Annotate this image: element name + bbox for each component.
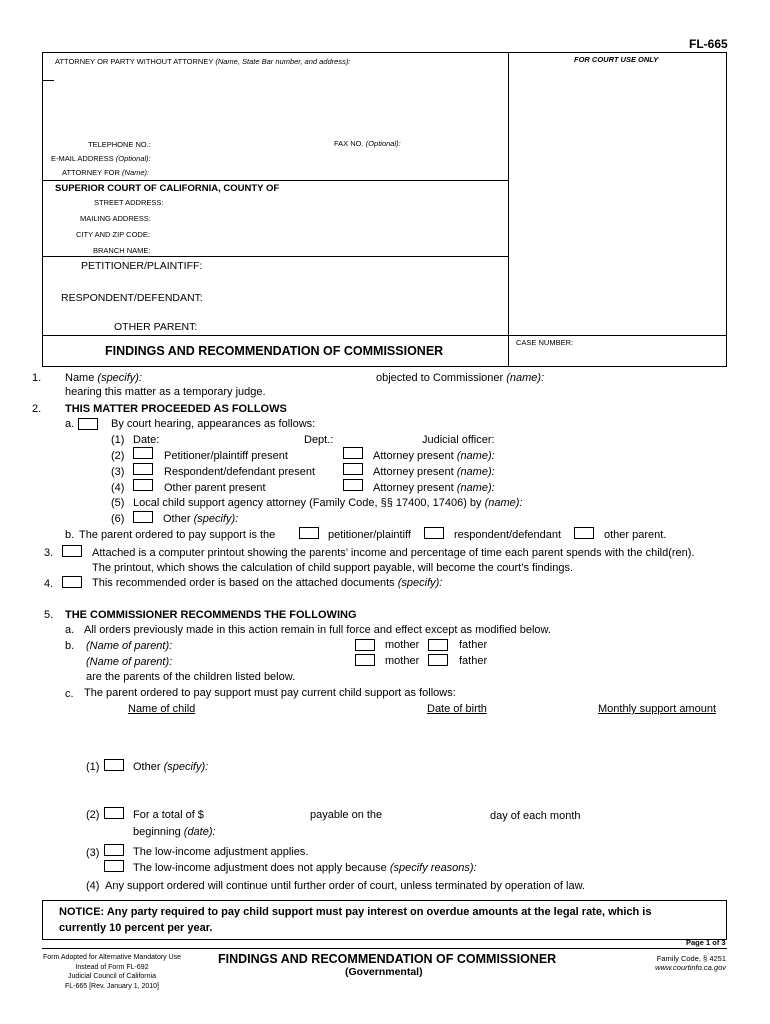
s5a-text: All orders previously made in this action remain in full force and effect except as modified below. xyxy=(84,624,551,636)
family-code-ref: Family Code, § 4251 xyxy=(656,954,726,963)
day-of-month-label: day of each month xyxy=(490,810,581,822)
footer-title: FINDINGS AND RECOMMENDATION OF COMMISSIONER xyxy=(218,952,557,966)
s2-title: THIS MATTER PROCEEDED AS FOLLOWS xyxy=(65,403,287,415)
parent1-mother-checkbox[interactable] xyxy=(355,639,375,651)
form-title: FINDINGS AND RECOMMENDATION OF COMMISSIONER xyxy=(105,344,444,358)
s2a5-number: (5) xyxy=(111,497,125,509)
parent2-father-checkbox[interactable] xyxy=(428,654,448,666)
s2a4-number: (4) xyxy=(111,482,125,494)
payor-petitioner-label: petitioner/plaintiff xyxy=(328,529,411,541)
s2a1-number: (1) xyxy=(111,434,125,446)
respondent-present-checkbox[interactable] xyxy=(133,463,153,475)
case-number-label: CASE NUMBER: xyxy=(516,338,574,347)
s5c2-number: (2) xyxy=(86,809,100,821)
adoption-note: Form Adopted for Alternative Mandatory Use Instead of Form FL-692 Judicial Council of California FL-665 [Rev. January 1, 2010] xyxy=(42,954,182,990)
respondent-attorney-checkbox[interactable] xyxy=(343,463,363,475)
parent1-name-label: (Name of parent): xyxy=(86,640,173,652)
low-income-applies-label: The low-income adjustment applies. xyxy=(133,846,309,858)
petitioner-attorney-label: Attorney present (name): xyxy=(373,450,495,462)
parent1-father-checkbox[interactable] xyxy=(428,639,448,651)
s2a6-other-checkbox[interactable] xyxy=(133,511,153,523)
low-income-not-applies-label: The low-income adjustment does not apply because (specify reasons): xyxy=(133,862,477,874)
s4-number: 4. xyxy=(44,578,54,590)
s4-text: This recommended order is based on the attached documents (specify): xyxy=(92,577,443,589)
payor-petitioner-checkbox[interactable] xyxy=(299,527,319,539)
payable-label: payable on the xyxy=(310,809,383,821)
s5c4-text: Any support ordered will continue until further order of court, unless terminated by operation of law. xyxy=(105,880,585,892)
other-parent-attorney-checkbox[interactable] xyxy=(343,479,363,491)
col-date-of-birth: Date of birth xyxy=(427,703,487,715)
branch-name-label: BRANCH NAME: xyxy=(93,246,151,255)
s5c-text: The parent ordered to pay support must pay current child support as follows: xyxy=(84,687,456,699)
dept-label: Dept.: xyxy=(304,434,334,446)
parent2-father-label: father xyxy=(459,655,488,667)
local-agency-label: Local child support agency attorney (Family Code, §§ 17400, 17406) by (name): xyxy=(133,497,523,509)
header-bottom-border xyxy=(42,366,727,367)
s5c1-number: (1) xyxy=(86,761,100,773)
s5b-tail: are the parents of the children listed below. xyxy=(86,671,296,683)
s5c2-total-checkbox[interactable] xyxy=(104,807,124,819)
judicial-officer-label: Judicial officer: xyxy=(422,434,495,446)
payor-other-parent-label: other parent. xyxy=(604,529,667,541)
court-label: SUPERIOR COURT OF CALIFORNIA, COUNTY OF xyxy=(55,183,280,194)
header-left-border xyxy=(42,52,43,367)
s3-line2: The printout, which shows the calculation of child support payable, will become the court’s findings. xyxy=(92,562,574,574)
header-right-border xyxy=(726,52,727,367)
footer-subtitle: (Governmental) xyxy=(345,966,423,978)
s2a6-other-label: Other (specify): xyxy=(163,513,239,525)
city-zip-label: CITY AND ZIP CODE: xyxy=(76,230,150,239)
s2a6-number: (6) xyxy=(111,513,125,525)
payor-respondent-label: respondent/defendant xyxy=(454,529,562,541)
total-label: For a total of $ xyxy=(133,809,204,821)
s5c3-number: (3) xyxy=(86,847,100,859)
s5c1-other-label: Other (specify): xyxy=(133,761,209,773)
low-income-applies-checkbox[interactable] xyxy=(104,844,124,856)
s1-objected-label: objected to Commissioner (name): xyxy=(376,372,545,384)
petitioner-label: PETITIONER/PLAINTIFF: xyxy=(81,260,203,272)
parent2-mother-label: mother xyxy=(385,655,420,667)
notice-line2: currently 10 percent per year. xyxy=(59,922,213,934)
s1-hearing-text: hearing this matter as a temporary judge. xyxy=(65,386,266,398)
payor-other-parent-checkbox[interactable] xyxy=(574,527,594,539)
s1-name-label: Name (specify): xyxy=(65,372,143,384)
s5-c-letter: c. xyxy=(65,688,74,700)
s4-checkbox[interactable] xyxy=(62,576,82,588)
respondent-label: RESPONDENT/DEFENDANT: xyxy=(61,292,203,304)
s2a-checkbox[interactable] xyxy=(78,418,98,430)
col-name-of-child: Name of child xyxy=(128,703,196,715)
page-number: Page 1 of 3 xyxy=(686,938,726,947)
s5-number: 5. xyxy=(44,609,54,621)
street-address-label: STREET ADDRESS: xyxy=(94,198,164,207)
email-label: E-MAIL ADDRESS (Optional): xyxy=(51,154,151,163)
s5-b-letter: b. xyxy=(65,640,75,652)
s5c1-other-checkbox[interactable] xyxy=(104,759,124,771)
date-label: Date: xyxy=(133,434,160,446)
petitioner-attorney-checkbox[interactable] xyxy=(343,447,363,459)
form-number: FL-665 xyxy=(689,37,728,51)
s2a-text: By court hearing, appearances as follows: xyxy=(111,418,316,430)
s2a3-number: (3) xyxy=(111,466,125,478)
fax-label: FAX NO. (Optional): xyxy=(334,139,401,148)
s3-number: 3. xyxy=(44,547,54,559)
payor-respondent-checkbox[interactable] xyxy=(424,527,444,539)
parent1-mother-label: mother xyxy=(385,639,420,651)
other-parent-attorney-label: Attorney present (name): xyxy=(373,482,495,494)
s2-number: 2. xyxy=(32,403,42,415)
title-section-divider xyxy=(42,335,727,336)
parent2-mother-checkbox[interactable] xyxy=(355,654,375,666)
col-monthly-amount: Monthly support amount xyxy=(598,703,717,715)
s5-title: THE COMMISSIONER RECOMMENDS THE FOLLOWING xyxy=(65,609,357,621)
court-section-divider xyxy=(42,180,508,181)
parent1-father-label: father xyxy=(459,639,488,651)
notice-line1: NOTICE: Any party required to pay child support must pay interest on overdue amounts at the legal rate, which is xyxy=(59,906,652,918)
low-income-not-applies-checkbox[interactable] xyxy=(104,860,124,872)
s1-number: 1. xyxy=(32,372,42,384)
court-website: www.courtinfo.ca.gov xyxy=(655,963,726,972)
other-parent-label: OTHER PARENT: xyxy=(114,321,198,333)
respondent-attorney-label: Attorney present (name): xyxy=(373,466,495,478)
attorney-label: ATTORNEY OR PARTY WITHOUT ATTORNEY (Name, State Bar number, and address): xyxy=(55,57,351,66)
header-top-border xyxy=(42,52,727,53)
telephone-label: TELEPHONE NO.: xyxy=(88,140,151,149)
s2-b-letter: b. xyxy=(65,529,75,541)
address-line-mark xyxy=(42,80,54,81)
petitioner-present-checkbox[interactable] xyxy=(133,447,153,459)
telephone-input[interactable] xyxy=(160,137,320,149)
s2b-text: The parent ordered to pay support is the xyxy=(79,529,276,541)
s5-a-letter: a. xyxy=(65,624,75,636)
petitioner-present-label: Petitioner/plaintiff present xyxy=(164,450,288,462)
s2a2-number: (2) xyxy=(111,450,125,462)
parties-section-divider xyxy=(42,256,508,257)
court-use-label: FOR COURT USE ONLY xyxy=(574,55,659,64)
s2-a-letter: a. xyxy=(65,418,75,430)
footer-rule xyxy=(42,948,727,949)
s3-checkbox[interactable] xyxy=(62,545,82,557)
s3-line1: Attached is a computer printout showing the parents’ income and percentage of time each parent spends with the child(ren). xyxy=(92,547,695,559)
mailing-address-label: MAILING ADDRESS: xyxy=(80,214,151,223)
parent2-name-label: (Name of parent): xyxy=(86,656,173,668)
s5c4-number: (4) xyxy=(86,880,100,892)
other-parent-present-label: Other parent present xyxy=(164,482,266,494)
other-parent-present-checkbox[interactable] xyxy=(133,479,153,491)
court-use-divider xyxy=(508,52,509,367)
attorney-for-label: ATTORNEY FOR (Name): xyxy=(62,168,150,177)
beginning-label: beginning (date): xyxy=(133,826,216,838)
respondent-present-label: Respondent/defendant present xyxy=(164,466,316,478)
